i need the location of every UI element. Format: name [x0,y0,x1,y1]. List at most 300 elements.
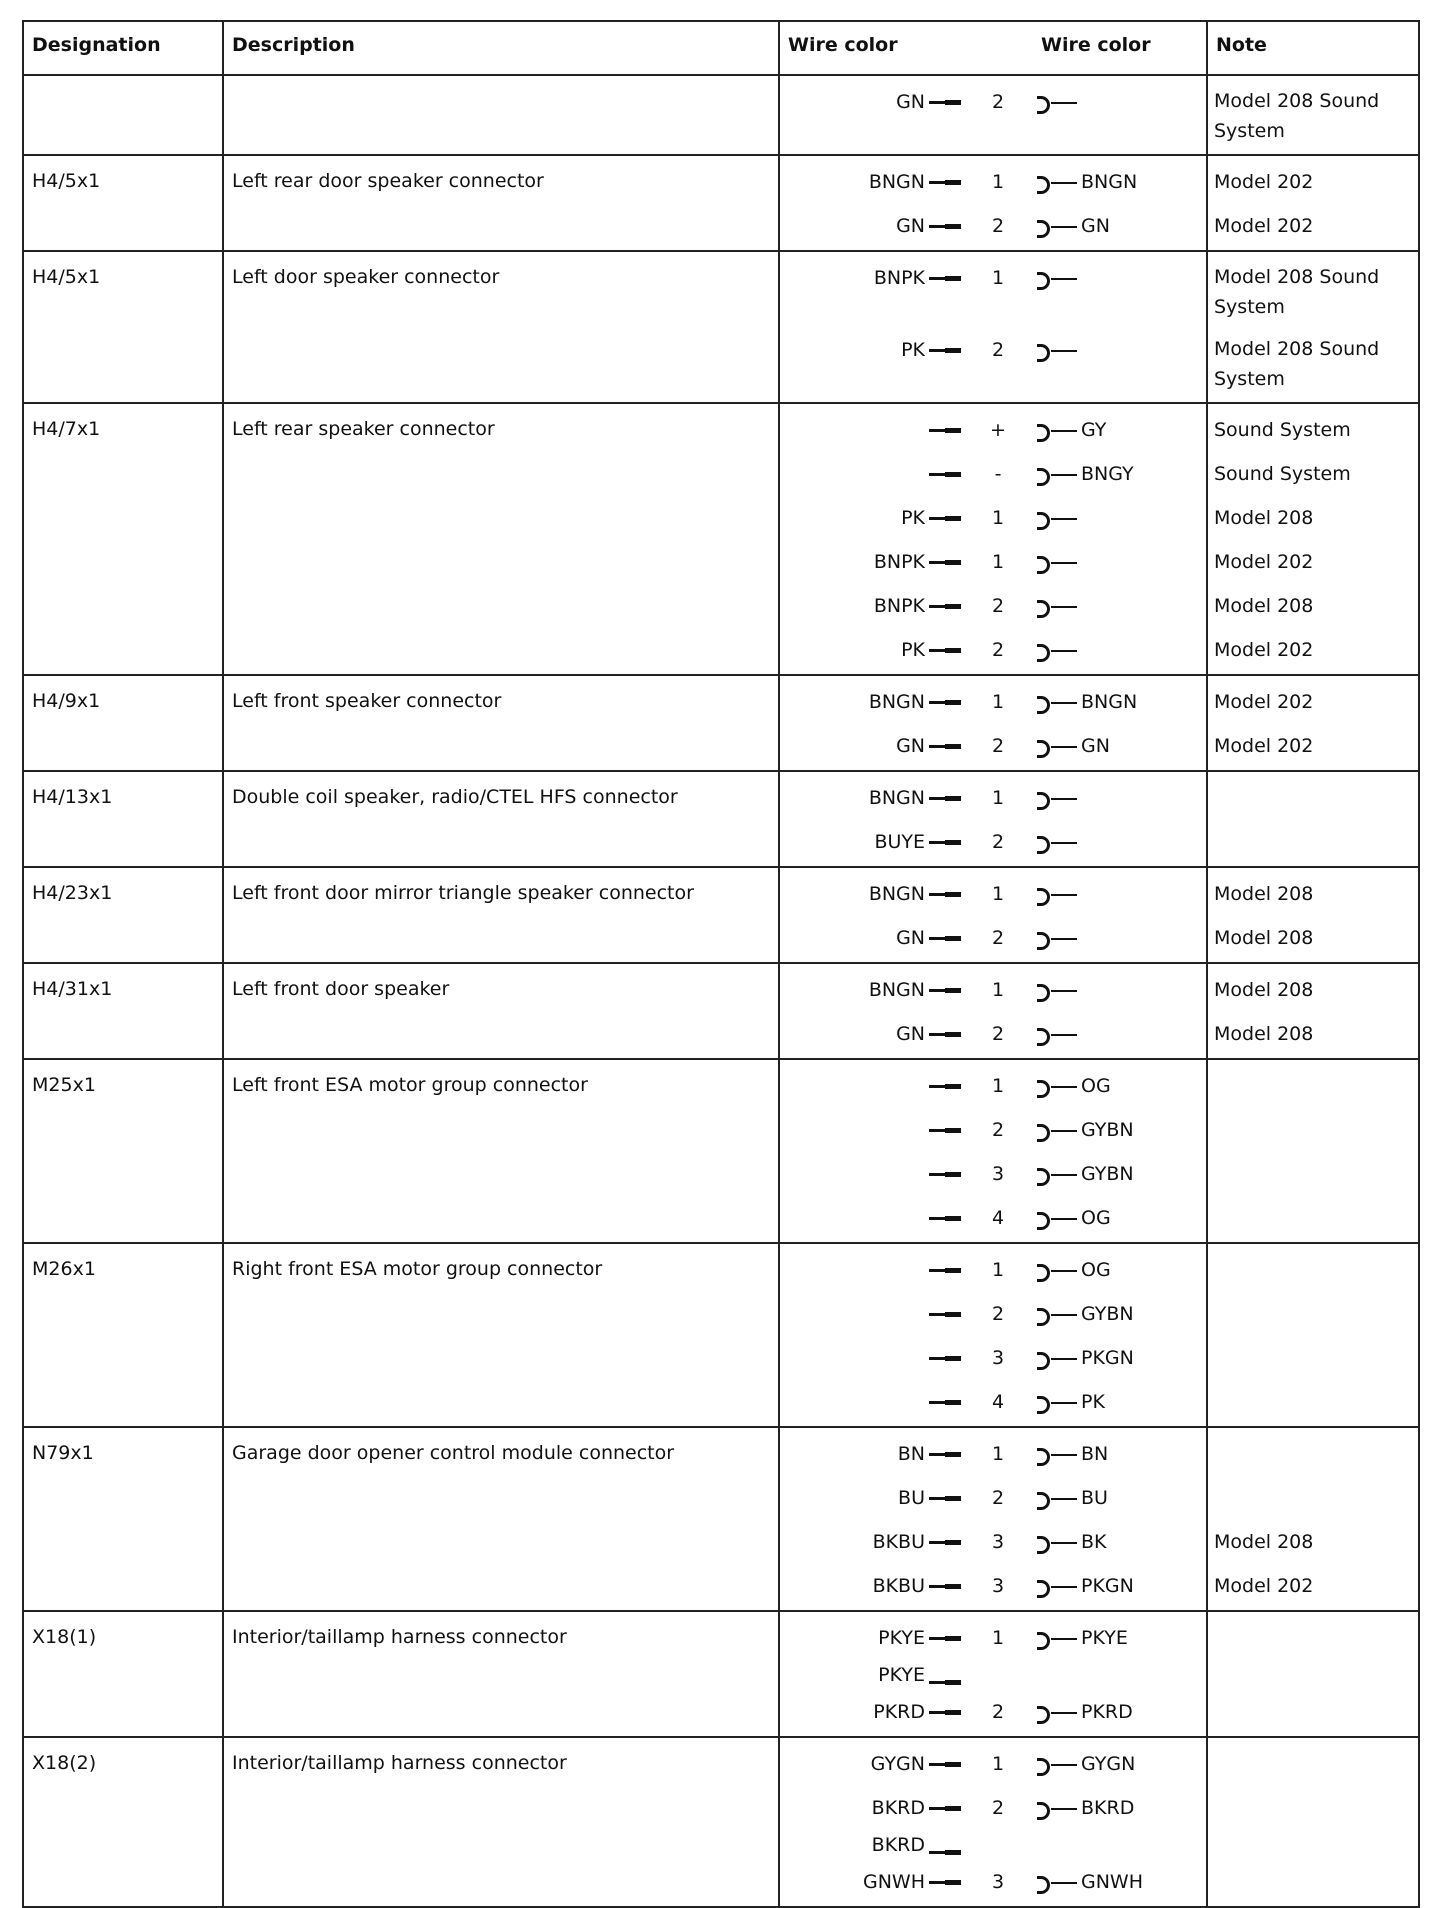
note-line: Model 202 [1214,639,1314,661]
wire-stub-icon [929,841,961,844]
right-wire-color: GN [1081,735,1110,757]
right-wire-color: BNGN [1081,691,1138,713]
note-line [1214,1690,1410,1734]
wire-line-right [1033,820,1206,864]
note-line [1214,1292,1410,1336]
header-designation: Designation [23,21,223,75]
note-line: Model 208 [1214,927,1314,949]
right-wire-color: OG [1081,1075,1111,1097]
pin-number: 1 [991,1753,1005,1775]
wire-line-icon [1051,1358,1077,1360]
wire-line-right [1033,584,1206,628]
wire-line-icon [1051,350,1077,352]
wire-line-icon [1051,226,1077,228]
connector-table [22,20,1420,1908]
note-line [1214,1860,1410,1904]
note-line [1214,1336,1410,1380]
wire-line-icon [1051,1270,1077,1272]
left-wire-color: BNGN [868,787,925,809]
table-row [23,867,1419,963]
left-wire-color: BNGN [868,171,925,193]
wire-line-left [780,540,1033,584]
wire-stub-icon [929,473,961,476]
pin-number: 2 [991,1303,1005,1325]
pin-number: - [994,463,1002,485]
right-wire-color: GN [1081,215,1110,237]
description-cell: Right front ESA motor group connector [223,1243,779,1427]
right-wire-color: GYBN [1081,1303,1134,1325]
table-row [23,403,1419,675]
note-line [1214,1196,1410,1240]
left-wire-color: BKRD [871,1797,925,1819]
wire-line-icon [1051,430,1077,432]
description-cell: Interior/taillamp harness connector [223,1737,779,1907]
designation-cell: H4/7x1 [23,403,223,675]
note-line: Model 208 Sound System [1214,266,1380,318]
wire-color-left-cell [779,1243,1033,1427]
wire-line-right [1033,1108,1206,1152]
wire-color-left-cell [779,771,1033,867]
designation-cell [23,75,223,155]
wire-line-right [1033,1616,1206,1660]
wire-line-left [780,724,1033,768]
right-wire-color: BKRD [1081,1797,1135,1819]
wire-line-right [1033,408,1206,452]
left-wire-color: BU [898,1487,925,1509]
connector-socket-icon [1039,175,1049,191]
left-wire-color: PK [901,339,925,361]
table-row [23,771,1419,867]
left-wire-color: BN [897,1443,925,1465]
wire-line-right [1033,1476,1206,1520]
connector-socket-icon [1039,467,1049,483]
wire-color-right-cell [1033,155,1207,251]
wire-color-left-cell [779,403,1033,675]
note-line: Sound System [1214,463,1351,485]
wire-line-icon [1051,1808,1077,1810]
note-line [1214,1786,1410,1830]
wire-line-icon [1051,562,1077,564]
note-cell [1207,771,1419,867]
wire-line-right [1033,1336,1206,1380]
wire-line-left [780,1660,1033,1690]
wire-stub-icon [929,745,961,748]
wire-stub-icon [929,1453,961,1456]
wire-line-right [1033,1690,1206,1734]
pin-number: 1 [991,507,1005,529]
note-cell [1207,1737,1419,1907]
wire-line-right [1033,256,1206,328]
wire-stub-icon [929,1763,961,1766]
pin-number: 2 [991,595,1005,617]
pin-number: 1 [991,1627,1005,1649]
wire-line-icon [1051,938,1077,940]
wire-stub-icon [929,1217,961,1220]
wire-line-icon [1051,650,1077,652]
wire-line-right [1033,328,1206,400]
wire-line-right [1033,680,1206,724]
wire-line-left [780,204,1033,248]
note-line [1214,1742,1410,1786]
header-wire-color-right: Wire color [1033,21,1207,75]
wire-line-left [780,1616,1033,1660]
wire-color-left-cell [779,251,1033,403]
header-description: Description [223,21,779,75]
connector-socket-icon [1039,95,1049,111]
wire-line-left [780,1742,1033,1786]
wire-line-right [1033,1380,1206,1424]
wire-line-right [1033,724,1206,768]
wire-line-icon [1051,1130,1077,1132]
wire-line-right [1033,1152,1206,1196]
connector-socket-icon [1039,219,1049,235]
connector-socket-icon [1039,1801,1049,1817]
wire-line-left [780,1064,1033,1108]
right-wire-color: OG [1081,1259,1111,1281]
connector-socket-icon [1039,695,1049,711]
connector-socket-icon [1039,271,1049,287]
note-line [1214,820,1410,864]
note-cell [1207,75,1419,155]
connector-socket-icon [1039,1535,1049,1551]
right-wire-color: BNGN [1081,171,1138,193]
wire-color-left-cell [779,1427,1033,1611]
wire-line-right [1033,1564,1206,1608]
connector-socket-icon [1039,1875,1049,1891]
wire-line-icon [1051,990,1077,992]
note-line [1214,1616,1410,1660]
connector-socket-icon [1039,835,1049,851]
description-cell: Left rear speaker connector [223,403,779,675]
wire-line-icon [1051,702,1077,704]
wire-line-icon [1051,474,1077,476]
pin-number: 2 [991,339,1005,361]
wire-line-right [1033,1432,1206,1476]
wire-stub-icon [929,517,961,520]
designation-cell: H4/31x1 [23,963,223,1059]
wire-color-right-cell [1033,1427,1207,1611]
description-cell: Left front door speaker [223,963,779,1059]
table-row [23,251,1419,403]
wire-line-left [780,1476,1033,1520]
wire-stub-icon [929,1637,961,1640]
connector-socket-icon [1039,1579,1049,1595]
connector-socket-icon [1039,1757,1049,1773]
description-cell [223,75,779,155]
wire-line-left [780,452,1033,496]
pin-number: + [990,419,1006,441]
wire-line-left [780,1432,1033,1476]
wire-line-left [780,1564,1033,1608]
wire-stub-icon [929,429,961,432]
wire-color-right-cell [1033,403,1207,675]
wire-line-right [1033,1292,1206,1336]
pin-number: 1 [991,1259,1005,1281]
wire-color-left-cell [779,963,1033,1059]
pin-number: 1 [991,1075,1005,1097]
left-wire-color: GN [896,735,925,757]
wire-line-icon [1051,1402,1077,1404]
designation-cell: M25x1 [23,1059,223,1243]
wire-line-left [780,1336,1033,1380]
note-cell [1207,675,1419,771]
note-line [1214,1064,1410,1108]
connector-table-body [23,75,1419,1907]
note-cell [1207,1427,1419,1611]
designation-cell: X18(1) [23,1611,223,1737]
wire-line-left [780,1196,1033,1240]
pin-number: 1 [991,267,1005,289]
connector-socket-icon [1039,1491,1049,1507]
wire-line-icon [1051,798,1077,800]
left-wire-color: GN [896,215,925,237]
note-line [1214,1380,1410,1424]
note-cell [1207,963,1419,1059]
pin-number: 2 [991,927,1005,949]
right-wire-color: PKGN [1081,1347,1134,1369]
note-cell [1207,251,1419,403]
wire-line-right [1033,496,1206,540]
left-wire-color: GN [896,91,925,113]
pin-number: 2 [991,831,1005,853]
connector-socket-icon [1039,1263,1049,1279]
note-line: Model 202 [1214,171,1314,193]
pin-number: 2 [991,639,1005,661]
wire-line-icon [1051,278,1077,280]
wire-stub-icon [929,1541,961,1544]
left-wire-color: BNGN [868,979,925,1001]
wire-line-right [1033,1742,1206,1786]
note-line: Model 202 [1214,691,1314,713]
connector-socket-icon [1039,1167,1049,1183]
description-cell: Left rear door speaker connector [223,155,779,251]
left-wire-color: BUYE [874,831,925,853]
wire-stub-icon [929,1357,961,1360]
wire-line-icon [1051,1638,1077,1640]
note-cell [1207,1611,1419,1737]
connector-socket-icon [1039,931,1049,947]
wire-stub-icon [929,225,961,228]
wire-line-left [780,1786,1033,1830]
wire-line-icon [1051,1314,1077,1316]
wire-line-icon [1051,746,1077,748]
right-wire-color: GY [1081,419,1107,441]
note-line: Model 208 [1214,979,1314,1001]
connector-socket-icon [1039,1447,1049,1463]
header-note: Note [1207,21,1419,75]
left-wire-color: GN [896,927,925,949]
connector-socket-icon [1039,1079,1049,1095]
right-wire-color: PKGN [1081,1575,1134,1597]
left-wire-color: PKRD [873,1701,925,1723]
wire-color-left-cell [779,1611,1033,1737]
note-line [1214,1660,1410,1690]
note-line [1214,1248,1410,1292]
connector-socket-icon [1039,1123,1049,1139]
wire-line-right [1033,1248,1206,1292]
left-wire-color: BNPK [873,551,925,573]
pin-number: 1 [991,1443,1005,1465]
wire-stub-icon [929,1681,961,1684]
connector-socket-icon [1039,511,1049,527]
note-line [1214,1152,1410,1196]
wire-color-right-cell [1033,1243,1207,1427]
wire-line-left [780,1830,1033,1860]
wire-stub-icon [929,1881,961,1884]
note-line: Model 202 [1214,735,1314,757]
wire-line-left [780,80,1033,152]
wire-line-right [1033,1520,1206,1564]
wire-line-left [780,968,1033,1012]
connector-socket-icon [1039,1211,1049,1227]
left-wire-color: PKYE [878,1664,925,1686]
wire-line-left [780,1380,1033,1424]
connector-socket-icon [1039,1395,1049,1411]
pin-number: 4 [991,1391,1005,1413]
wire-line-right [1033,1012,1206,1056]
note-line: Model 208 [1214,507,1314,529]
pin-number: 1 [991,787,1005,809]
wire-stub-icon [929,101,961,104]
description-cell: Left front ESA motor group connector [223,1059,779,1243]
right-wire-color: BNGY [1081,463,1134,485]
left-wire-color: BKBU [872,1531,925,1553]
left-wire-color: PK [901,639,925,661]
wire-line-left [780,584,1033,628]
wire-stub-icon [929,1269,961,1272]
wire-color-left-cell [779,155,1033,251]
wire-line-icon [1051,1218,1077,1220]
left-wire-color: PKYE [878,1627,925,1649]
note-line: Model 208 [1214,883,1314,905]
wire-stub-icon [929,1033,961,1036]
note-cell [1207,403,1419,675]
note-line: Model 208 [1214,1023,1314,1045]
designation-cell: N79x1 [23,1427,223,1611]
designation-cell: X18(2) [23,1737,223,1907]
right-wire-color: PKRD [1081,1701,1133,1723]
right-wire-color: PK [1081,1391,1105,1413]
note-line: Model 202 [1214,551,1314,573]
left-wire-color: BNGN [868,883,925,905]
wire-line-icon [1051,606,1077,608]
left-wire-color: BKBU [872,1575,925,1597]
table-row [23,1059,1419,1243]
wire-stub-icon [929,277,961,280]
wire-line-right [1033,1660,1206,1690]
connector-table-sheet [22,20,1418,1908]
pin-number: 3 [991,1163,1005,1185]
wire-stub-icon [929,701,961,704]
note-line: Model 208 Sound System [1214,90,1380,142]
pin-number: 2 [991,1701,1005,1723]
designation-cell: M26x1 [23,1243,223,1427]
left-wire-color: BNPK [873,267,925,289]
note-line [1214,776,1410,820]
wire-stub-icon [929,561,961,564]
connector-socket-icon [1039,739,1049,755]
wire-line-left [780,1690,1033,1734]
wire-color-right-cell [1033,1737,1207,1907]
right-wire-color: GYGN [1081,1753,1136,1775]
pin-number: 1 [991,691,1005,713]
wire-line-right [1033,1860,1206,1904]
wire-stub-icon [929,989,961,992]
wire-line-left [780,328,1033,400]
pin-number: 2 [991,1119,1005,1141]
note-line [1214,1432,1410,1476]
wire-line-left [780,1152,1033,1196]
wire-line-icon [1051,1086,1077,1088]
description-cell: Interior/taillamp harness connector [223,1611,779,1737]
wire-line-right [1033,204,1206,248]
connector-socket-icon [1039,555,1049,571]
connector-socket-icon [1039,887,1049,903]
right-wire-color: BN [1081,1443,1109,1465]
pin-number: 2 [991,1797,1005,1819]
wire-color-right-cell [1033,675,1207,771]
connector-socket-icon [1039,343,1049,359]
header-wire-color-left: Wire color [779,21,1033,75]
wire-color-left-cell [779,1737,1033,1907]
table-row [23,155,1419,251]
designation-cell: H4/5x1 [23,155,223,251]
wire-line-right [1033,628,1206,672]
connector-socket-icon [1039,1631,1049,1647]
left-wire-color: BKRD [871,1834,925,1856]
wire-stub-icon [929,937,961,940]
note-line: Model 208 Sound System [1214,338,1380,390]
left-wire-color: GN [896,1023,925,1045]
wire-line-right [1033,452,1206,496]
wire-stub-icon [929,1313,961,1316]
wire-stub-icon [929,893,961,896]
pin-number: 4 [991,1207,1005,1229]
wire-line-icon [1051,1712,1077,1714]
pin-number: 2 [991,735,1005,757]
designation-cell: H4/23x1 [23,867,223,963]
wire-line-right [1033,540,1206,584]
wire-line-icon [1051,1498,1077,1500]
wire-line-left [780,1108,1033,1152]
wire-line-icon [1051,894,1077,896]
pin-number: 1 [991,551,1005,573]
note-cell [1207,867,1419,963]
wire-color-right-cell [1033,251,1207,403]
pin-number: 2 [991,91,1005,113]
note-line: Sound System [1214,419,1351,441]
wire-stub-icon [929,349,961,352]
right-wire-color: PKYE [1081,1627,1128,1649]
pin-number: 3 [991,1871,1005,1893]
right-wire-color: BU [1081,1487,1108,1509]
connector-socket-icon [1039,1027,1049,1043]
connector-socket-icon [1039,983,1049,999]
left-wire-color: GYGN [870,1753,925,1775]
wire-color-left-cell [779,675,1033,771]
wire-line-left [780,1520,1033,1564]
connector-socket-icon [1039,1307,1049,1323]
wire-line-right [1033,776,1206,820]
wire-line-right [1033,80,1206,152]
wire-stub-icon [929,1401,961,1404]
wire-line-left [780,1012,1033,1056]
description-cell: Left door speaker connector [223,251,779,403]
wire-line-left [780,408,1033,452]
left-wire-color: BNPK [873,595,925,617]
pin-number: 3 [991,1575,1005,1597]
note-cell [1207,1243,1419,1427]
